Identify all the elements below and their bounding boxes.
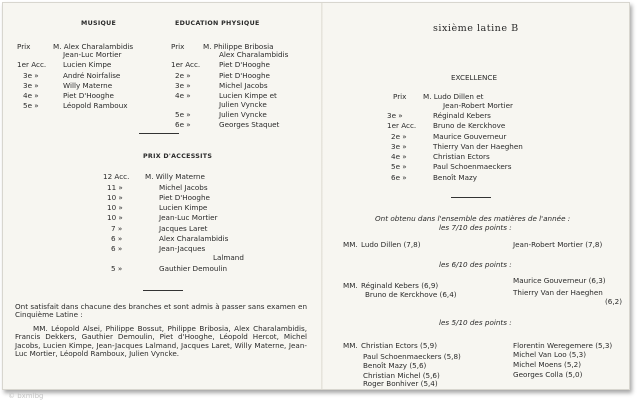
winner-name: Christian Ectors [433,152,490,161]
rank-label: 6 » [111,234,123,243]
winner-name: Piet D'Hooghe [219,71,270,80]
winner-name: Gauthier Demoulin [159,264,228,273]
winner-name: Piet D'Hooghe [63,91,114,100]
rank-label: 5 » [111,264,123,273]
student-score: Benoît Mazy (5,6) [363,361,427,370]
points-5-label: les 5/10 des points : [439,318,512,327]
rank-label: 11 » [107,183,123,192]
winner-name: M. Willy Materne [145,172,205,181]
rank-label: 2e » [391,132,407,141]
student-score: Ludo Dillen (7,8) [361,240,421,249]
student-score: Thierry Van der Haeghen [513,288,603,297]
winner-name: Lucien Kimpe [159,203,208,212]
rank-label: Prix [17,42,31,51]
winner-name: Piet D'Hooghe [219,60,270,69]
satisfait-names: MM. Léopold Alsei, Philippe Bossut, Philippe Bribosia, Alex Charalambidis, Francis Dekkers, Gauthier Demoulin, Piet d'Hooghe, Léopold Hercot, Michel Jacobs, Lucien Kimpe, Jean-Jacques Lalmand, Jacques Laret, Willy Materne, Jean-Luc Mortier, Léopold Ramboux, Julien Vyncke. [15,324,307,359]
rank-label: 5e » [175,110,191,119]
rank-label: 5e » [23,101,39,110]
section-rule [139,133,179,134]
rank-label: 1er Acc. [17,60,47,69]
musique-heading: MUSIQUE [81,20,117,27]
student-score: Christian Michel (5,6) [363,371,440,380]
winner-name: Piet D'Hooghe [159,193,210,202]
class-title: sixième latine B [433,23,519,34]
winner-name: Benoît Mazy [433,173,478,182]
winner-name: M. Ludo Dillen et [423,92,484,101]
mm-label: MM. [343,341,358,350]
mm-label: MM. [343,240,358,249]
winner-name: Jean-Luc Mortier [159,213,218,222]
winner-name: André Noirfalise [63,71,121,80]
student-score: Michel Moens (5,2) [513,360,582,369]
winner-name: Lalmand [213,253,244,262]
education-heading: EDUCATION PHYSIQUE [175,20,260,27]
rank-label: 6 » [111,244,123,253]
points-7-label: les 7/10 des points : [439,223,512,232]
accessits-heading: PRIX D'ACCESSITS [143,153,213,160]
winner-name: Réginald Kebers [433,111,491,120]
winner-name: Thierry Van der Haeghen [433,142,523,151]
rank-label: Prix [171,42,185,51]
page-fold [321,3,323,389]
rank-label: 2e » [175,71,191,80]
rank-label: 3e » [175,81,191,90]
winner-name: Michel Jacobs [219,81,268,90]
booklet-spread [2,2,630,390]
winner-name: Julien Vyncke [219,100,267,109]
watermark: © bxmlbg [8,392,44,400]
winner-name: Jean-Jacques [159,244,206,253]
student-score: (6,2) [605,297,623,306]
student-score: Bruno de Kerckhove (6,4) [365,290,457,299]
student-score: Christian Ectors (5,9) [361,341,438,350]
winner-name: Georges Staquet [219,120,280,129]
rank-label: 1er Acc. [387,121,417,130]
winner-name: Maurice Gouverneur [433,132,507,141]
rank-label: 4e » [391,152,407,161]
rank-label: 3e » [23,71,39,80]
rank-label: 4e » [23,91,39,100]
student-score: Michel Van Loo (5,3) [513,350,587,359]
winner-name: M. Philippe Bribosia [203,42,274,51]
obtenu-intro: Ont obtenu dans l'ensemble des matières de l'année : [375,214,571,223]
winner-name: Bruno de Kerckhove [433,121,506,130]
rank-label: 1er Acc. [171,60,201,69]
student-score: Roger Bonhiver (5,4) [363,379,438,388]
points-6-label: les 6/10 des points : [439,260,512,269]
winner-name: Julien Vyncke [219,110,267,119]
winner-name: Jean-Robert Mortier [443,101,513,110]
winner-name: Jacques Laret [159,224,208,233]
winner-name: Paul Schoenmaeckers [433,162,512,171]
student-score: Jean-Robert Mortier (7,8) [513,240,603,249]
winner-name: Léopold Ramboux [63,101,128,110]
winner-name: Lucien Kimpe et [219,91,277,100]
section-rule [451,197,491,198]
winner-name: Jean-Luc Mortier [63,50,122,59]
student-score: Maurice Gouverneur (6,3) [513,276,606,285]
satisfait-intro: Ont satisfait dans chacune des branches et sont admis à passer sans examen en Cinquième Latine : [15,302,307,320]
winner-name: Alex Charalambidis [219,50,289,59]
student-score: Paul Schoenmaeckers (5,8) [363,352,461,361]
rank-label: 3e » [391,142,407,151]
rank-label: 6e » [175,120,191,129]
student-score: Florentin Weregemere (5,3) [513,341,613,350]
rank-label: 3e » [387,111,403,120]
winner-name: Willy Materne [63,81,113,90]
winner-name: M. Alex Charalambidis [53,42,134,51]
student-score: Georges Colla (5,0) [513,370,583,379]
rank-label: 10 » [107,203,123,212]
winner-name: Alex Charalambidis [159,234,229,243]
section-rule [143,290,183,291]
winner-name: Lucien Kimpe [63,60,112,69]
student-score: Réginald Kebers (6,9) [361,281,439,290]
rank-label: 4e » [175,91,191,100]
rank-label: Prix [393,92,407,101]
rank-label: 3e » [23,81,39,90]
rank-label: 5e » [391,162,407,171]
rank-label: 12 Acc. [103,172,130,181]
rank-label: 6e » [391,173,407,182]
rank-label: 10 » [107,213,123,222]
rank-label: 10 » [107,193,123,202]
excellence-heading: EXCELLENCE [451,73,497,82]
rank-label: 7 » [111,224,123,233]
winner-name: Michel Jacobs [159,183,208,192]
mm-label: MM. [343,281,358,290]
